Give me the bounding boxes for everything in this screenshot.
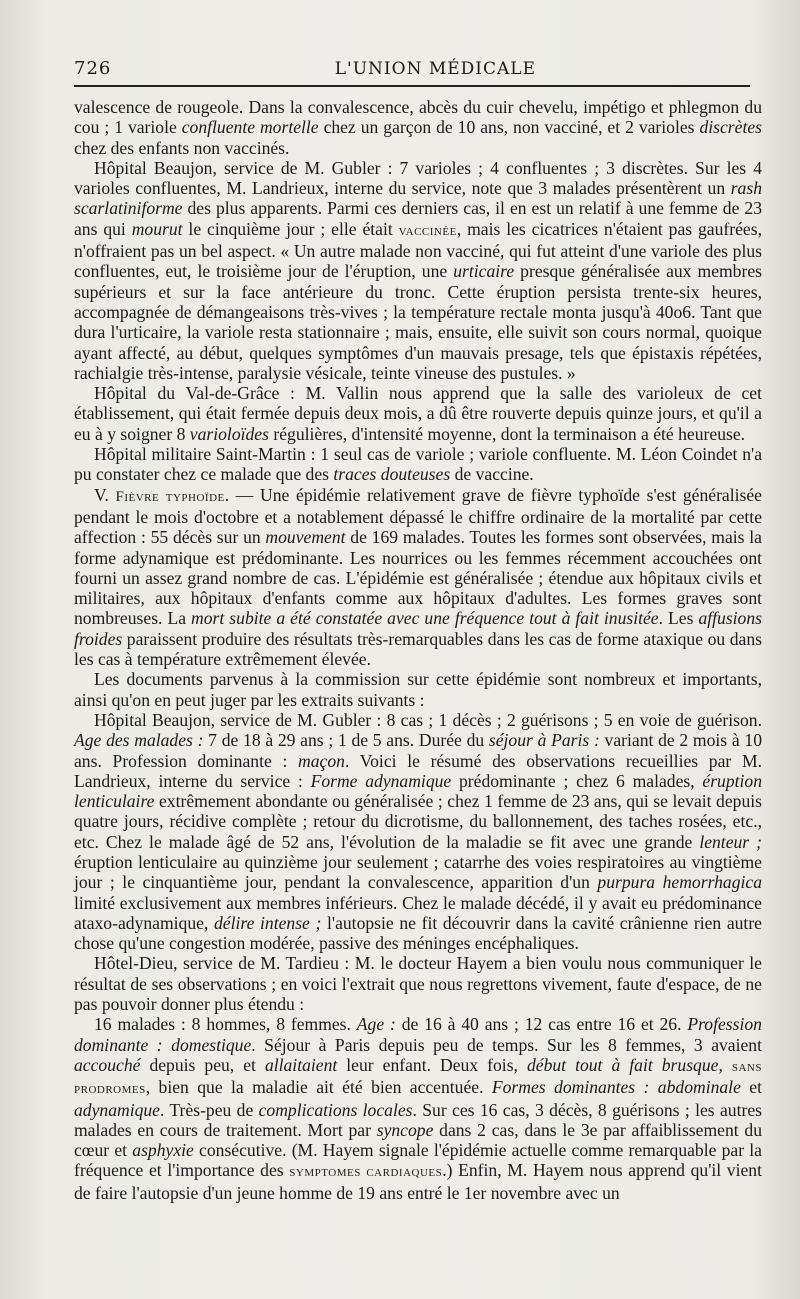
italic-text: purpura hemorrhagica [597, 872, 762, 893]
text-run: dans 2 cas, dans le 3e par affaiblissement du cœur et [74, 1119, 762, 1161]
text-run: variant de 2 mois à 10 ans. Profession dominante : [74, 730, 762, 771]
text-run: V. [94, 484, 116, 505]
text-run: limité exclusivement aux membres inférieurs. Chez le malade décédé, il y avait eu prédominance ataxo-adynamique, [74, 892, 762, 933]
text-run: , bien que la maladie ait été bien accentuée. [145, 1077, 492, 1098]
text-run: extrêmement abondante ou généralisée ; chez 1 femme de 23 ans, qui se levait depuis quatre jours, récidive complète ; retour du dicrotisme, du ballonnement, des taches rosées, etc., etc. Chez le malade âgé de 52 ans, l'évolution de la maladie se fit avec une grande [74, 791, 762, 852]
italic-text: séjour à Paris : [488, 730, 600, 751]
text-run: Hôpital Beaujon, service de M. Gubler : 8 cas ; 1 décès ; 2 guérisons ; 5 en voie de guérison. [94, 709, 762, 730]
text-run: valescence de rougeole. Dans la convalescence, abcès du cuir chevelu, impétigo et phlegmon du cou ; 1 variole [74, 97, 762, 138]
paragraph [74, 1014, 762, 1203]
small-caps-text: symptomes cardiaques [289, 1164, 443, 1181]
text-run: paraissent produire des résultats très-remarquables dans les cas de forme ataxique ou dans les cas à température extrêmement élevée. [74, 628, 762, 670]
italic-text: mourut [131, 218, 183, 239]
text-run: . — Une épidémie relativement grave de fièvre typhoïde s'est généralisée pendant le mois d'octobre et a notablement dépassé le chiffre ordinaire de la mortalité par cette affection : 55 décès sur un [74, 484, 762, 548]
italic-text: allaitaient [264, 1054, 338, 1075]
text-run: des plus apparents. Parmi ces derniers cas, il en est un relatif à une femme de 23 ans qui [74, 198, 762, 239]
small-caps-text: Fièvre typhoïde [115, 488, 225, 505]
italic-text: discrètes [699, 117, 763, 138]
text-run: .) Enfin, M. Hayem nous apprend qu'il vient de faire l'autopsie d'un jeune homme de 19 ans entré le 1er novembre avec un [74, 1160, 762, 1203]
small-caps-text: sans prodromes [74, 1058, 762, 1098]
text-run: leur enfant. Deux fois, [337, 1054, 527, 1075]
running-header [74, 58, 750, 87]
italic-text: syncope [376, 1119, 434, 1140]
text-run: de vaccine. [450, 464, 534, 485]
italic-text: confluente mortelle [181, 117, 319, 138]
text-run: 7 de 18 à 29 ans ; 1 de 5 ans. Durée du [203, 730, 489, 751]
italic-text: affusions froides [74, 608, 762, 649]
text-run: chez un garçon de 10 ans, non vacciné, et 2 varioles [318, 117, 700, 138]
text-run: chez des enfants non vaccinés. [74, 137, 290, 158]
italic-text: éruption lenticulaire [74, 770, 763, 812]
text-run [723, 1055, 732, 1075]
paragraph [74, 158, 762, 383]
italic-text: mouvement [265, 527, 346, 548]
italic-text: traces douteuses [333, 464, 451, 485]
text-run: Hôpital militaire Saint-Martin : 1 seul cas de variole ; variole confluente. M. Léon Coindet n'a pu constater chez ce malade que des [74, 444, 762, 485]
text-run: de 16 à 40 ans ; 12 cas entre 16 et 26. [395, 1014, 688, 1035]
italic-text: accouché [74, 1054, 141, 1075]
text-run: Hôtel-Dieu, service de M. Tardieu : M. le docteur Hayem a bien voulu nous communiquer le résultat de ses observations ; en voici l'extrait que nous regrettons vivement, faute d'espace, de ne pas pouvoir donner plus étendu : [74, 953, 762, 1015]
italic-text: maçon [298, 750, 345, 771]
italic-text: délire intense ; [214, 912, 322, 933]
italic-text: Age : [356, 1014, 396, 1035]
journal-title: L'UNION MÉDICALE [334, 59, 536, 79]
italic-text: varioloïdes [189, 423, 269, 444]
italic-text: adynamique [74, 1099, 160, 1120]
text-run: et [740, 1077, 762, 1098]
italic-text: urticaire [453, 261, 515, 282]
paragraph [74, 710, 762, 954]
text-run: 16 malades : 8 hommes, 8 femmes. [94, 1014, 357, 1035]
text-run: Hôpital Beaujon, service de M. Gubler : 7 varioles ; 4 confluentes ; 3 discrètes. Sur les 4 varioles confluentes, M. Landrieux, interne du service, note que 3 malades présentèrent un [74, 157, 762, 199]
text-run: presque généralisée aux membres supérieurs et sur la face antérieure du tronc. Cette éruption persista trente-six heures, accompagnée de démangeaisons très-vives ; la température rectale monta jusqu'à 40o6. Tant que dura l'urticaire, la variole resta stationnaire ; mais, ensuite, elle suivit son cours normal, quoique ayant affecté, au début, quelques symptômes d'un mauvais presage, tels que épistaxis répétées, rachialgie très-intense, paralysie vésicale, teinte vineuse des pustules. » [74, 261, 762, 383]
italic-text: mort subite a été constatée avec une fréquence tout à fait inusitée [191, 608, 659, 629]
body-text [74, 97, 762, 1203]
italic-text: Formes dominantes : abdominale [491, 1077, 741, 1098]
italic-text: Age des malades : [74, 730, 204, 751]
text-run: . Séjour à Paris depuis peu de temps. Sur les 8 femmes, 3 avaient [251, 1034, 762, 1055]
text-run: . Très-peu de [160, 1099, 259, 1120]
text-run: , mais les cicatrices n'étaient pas gaufrées, n'offraient pas un bel aspect. « Un autre malade non vacciné, qui fut atteint d'une variole des plus confluentes, eut, le troisième jour de l'éruption, une [74, 218, 762, 282]
text-run: . Les [658, 608, 699, 629]
text-run: . Sur ces 16 cas, 3 décès, 8 guérisons ; les autres malades en cours de traitement. Mort par [74, 1099, 762, 1140]
text-run: depuis peu, et [140, 1054, 265, 1075]
paragraph [74, 485, 762, 670]
italic-text: asphyxie [132, 1140, 194, 1161]
italic-text: complications locales [258, 1099, 413, 1120]
text-run: l'autopsie ne fit découvrir dans la cavité crânienne rien autre chose qu'une congestion modérée, passive des méninges encéphaliques. [74, 912, 762, 954]
italic-text: rash scarlatiniforme [74, 178, 762, 219]
italic-text: début tout à fait brusque, [526, 1054, 723, 1075]
text-run: Hôpital du Val-de-Grâce : M. Vallin nous apprend que la salle des varioleux de cet établissement, qui était fermée depuis deux mois, a dû être rouverte depuis quinze jours, et qu'il a eu à y soigner 8 [74, 383, 762, 444]
italic-text: lenteur ; [699, 831, 763, 852]
text-run: de 169 malades. Toutes les formes sont observées, mais la forme adynamique est prédominante. Les nourrices ou les femmes récemment accouchées ont fourni un assez grand nombre de cas. L'épidémie est généralisée ; étendue aux hôpitaux civils et militaires, aux hôpitaux d'enfants comme aux hôpitaux d'adultes. Les formes graves sont nombreuses. La [74, 527, 762, 629]
paragraph [74, 953, 762, 1014]
small-caps-text: vaccinée [398, 222, 457, 239]
italic-text: Forme adynamique [310, 770, 452, 791]
paragraph [74, 444, 762, 485]
text-run: . Voici le résumé des observations recueillies par M. Landrieux, interne du service : [74, 750, 762, 791]
text-run: régulières, d'intensité moyenne, dont la terminaison a été heureuse. [268, 423, 746, 444]
paragraph [74, 97, 762, 158]
text-run: le cinquième jour ; elle était [182, 218, 399, 239]
text-run: Les documents parvenus à la commission sur cette épidémie sont nombreux et importants, ainsi qu'on en peut juger par les extraits suivants : [74, 669, 762, 710]
paragraph [74, 669, 762, 710]
text-run: prédominante ; chez 6 malades, [451, 770, 703, 791]
text-run: éruption lenticulaire au quinzième jour seulement ; catarrhe des voies respiratoires au vingtième jour ; le cinquantième jour, pendant la convalescence, apparition d'un [74, 851, 762, 893]
page-number: 726 [74, 58, 112, 79]
italic-text: Profession dominante : domestique [74, 1014, 762, 1055]
text-run: consécutive. (M. Hayem signale l'épidémie actuelle comme remarquable par la fréquence et l'importance des [74, 1140, 762, 1181]
paragraph [74, 383, 762, 444]
